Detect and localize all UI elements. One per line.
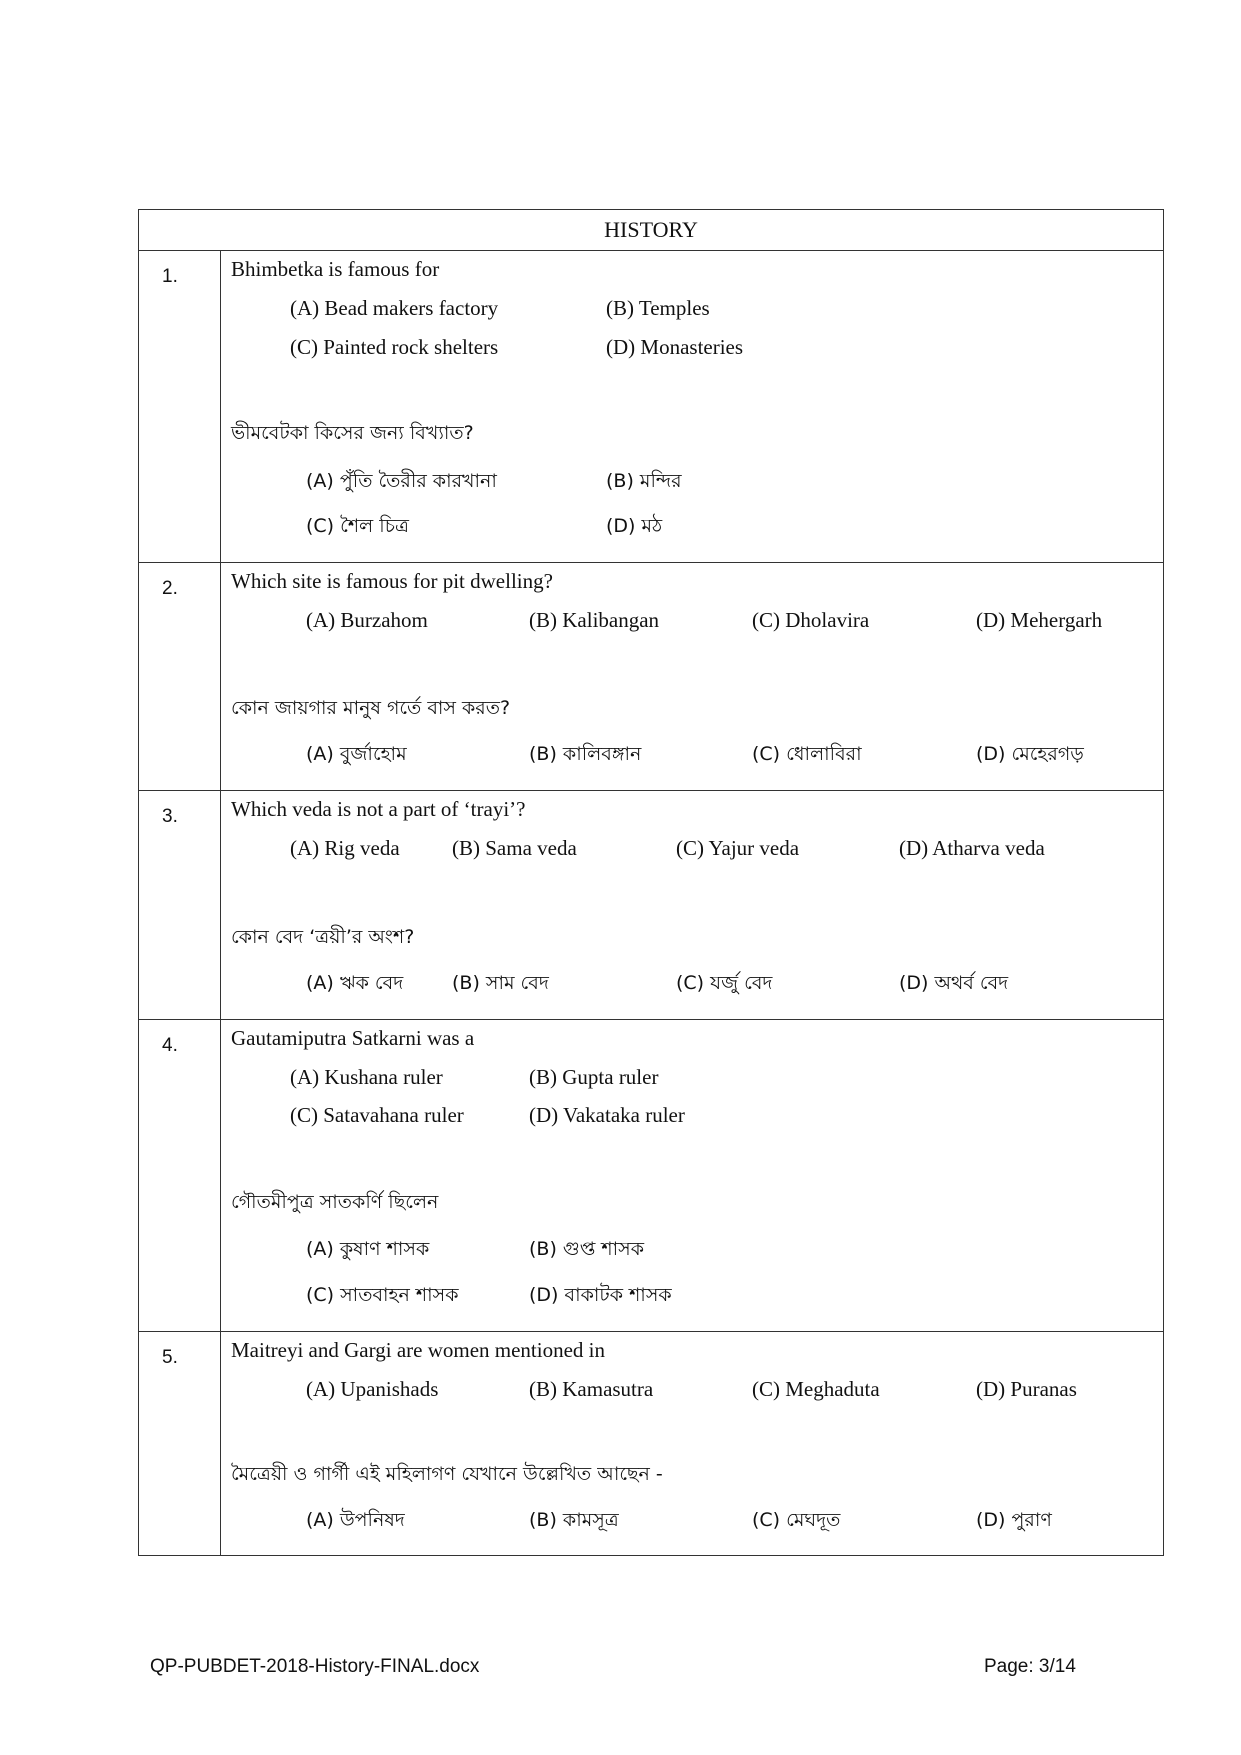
option-d-en: (D) Vakataka ruler [529, 1103, 685, 1127]
question-text-bn: কোন জায়গার মানুষ গর্তে বাস করত? [231, 697, 511, 719]
option-b-bn: (B) গুপ্ত শাসক [529, 1238, 644, 1260]
question-text-bn: ভীমবেটকা কিসের জন্য বিখ্যাত? [231, 422, 474, 444]
row-divider [139, 1331, 1163, 1332]
row-divider [139, 562, 1163, 563]
column-divider [220, 250, 221, 1555]
option-d-bn: (D) মেহেরগড় [976, 743, 1084, 765]
row-divider [139, 1019, 1163, 1020]
option-d-en: (D) Monasteries [606, 335, 744, 359]
option-c-en: (C) Dholavira [752, 608, 870, 632]
option-a-bn: (A) পুঁতি তৈরীর কারখানা [306, 470, 497, 492]
option-b-bn: (B) কালিবঙ্গান [529, 743, 642, 765]
row-divider [139, 250, 1163, 251]
question-number: 4. [162, 1035, 178, 1056]
option-c-bn: (C) সাতবাহন শাসক [306, 1284, 459, 1306]
question-number: 2. [162, 578, 178, 599]
option-c-en: (C) Meghaduta [752, 1377, 880, 1401]
option-c-en: (C) Painted rock shelters [290, 335, 499, 359]
option-d-bn: (D) বাকাটক শাসক [529, 1284, 672, 1306]
option-b-bn: (B) সাম বেদ [452, 972, 549, 994]
question-number: 3. [162, 806, 178, 827]
option-b-bn: (B) মন্দির [606, 470, 682, 492]
option-b-en: (B) Gupta ruler [529, 1065, 659, 1089]
option-c-bn: (C) ধোলাবিরা [752, 743, 862, 765]
option-a-bn: (A) ঋক বেদ [306, 972, 404, 994]
option-c-bn: (C) শৈল চিত্র [306, 515, 409, 537]
question-text-bn: মৈত্রেয়ী ও গার্গী এই মহিলাগণ যেখানে উল্লেখিত আছেন - [231, 1463, 663, 1485]
footer-filename: QP-PUBDET-2018-History-FINAL.docx [150, 1656, 480, 1677]
option-d-bn: (D) মঠ [606, 515, 663, 537]
option-c-en: (C) Yajur veda [676, 836, 800, 860]
option-b-en: (B) Sama veda [452, 836, 577, 860]
option-a-en: (A) Kushana ruler [290, 1065, 443, 1089]
option-b-en: (B) Kalibangan [529, 608, 660, 632]
question-text-bn: কোন বেদ ‘ত্রয়ী’র অংশ? [231, 926, 415, 948]
option-a-en: (A) Bead makers factory [290, 296, 499, 320]
option-d-en: (D) Atharva veda [899, 836, 1045, 860]
question-text-bn: গৌতমীপুত্র সাতকর্ণি ছিলেন [231, 1191, 439, 1213]
option-d-bn: (D) পুরাণ [976, 1509, 1052, 1531]
option-b-bn: (B) কামসূত্র [529, 1509, 619, 1531]
question-number: 1. [162, 266, 178, 287]
question-text-en: Which site is famous for pit dwelling? [231, 569, 553, 593]
option-a-bn: (A) উপনিষদ [306, 1509, 405, 1531]
option-b-en: (B) Kamasutra [529, 1377, 654, 1401]
option-a-bn: (A) বুর্জাহোম [306, 743, 407, 765]
option-d-bn: (D) অথর্ব বেদ [899, 972, 1009, 994]
footer-page-number: Page: 3/14 [984, 1656, 1076, 1677]
option-d-en: (D) Mehergarh [976, 608, 1103, 632]
option-d-en: (D) Puranas [976, 1377, 1077, 1401]
option-a-en: (A) Rig veda [290, 836, 400, 860]
option-a-bn: (A) কুষাণ শাসক [306, 1238, 430, 1260]
row-divider [139, 790, 1163, 791]
question-text-en: Gautamiputra Satkarni was a [231, 1026, 475, 1050]
option-a-en: (A) Burzahom [306, 608, 428, 632]
option-c-bn: (C) যর্জু বেদ [676, 972, 773, 994]
option-a-en: (A) Upanishads [306, 1377, 439, 1401]
question-text-en: Bhimbetka is famous for [231, 257, 440, 281]
question-table [138, 209, 1164, 1556]
option-b-en: (B) Temples [606, 296, 710, 320]
subject-heading: HISTORY [604, 217, 698, 242]
question-number: 5. [162, 1347, 178, 1368]
question-text-en: Which veda is not a part of ‘trayi’? [231, 797, 526, 821]
option-c-bn: (C) মেঘদূত [752, 1509, 841, 1531]
question-text-en: Maitreyi and Gargi are women mentioned in [231, 1338, 606, 1362]
option-c-en: (C) Satavahana ruler [290, 1103, 464, 1127]
